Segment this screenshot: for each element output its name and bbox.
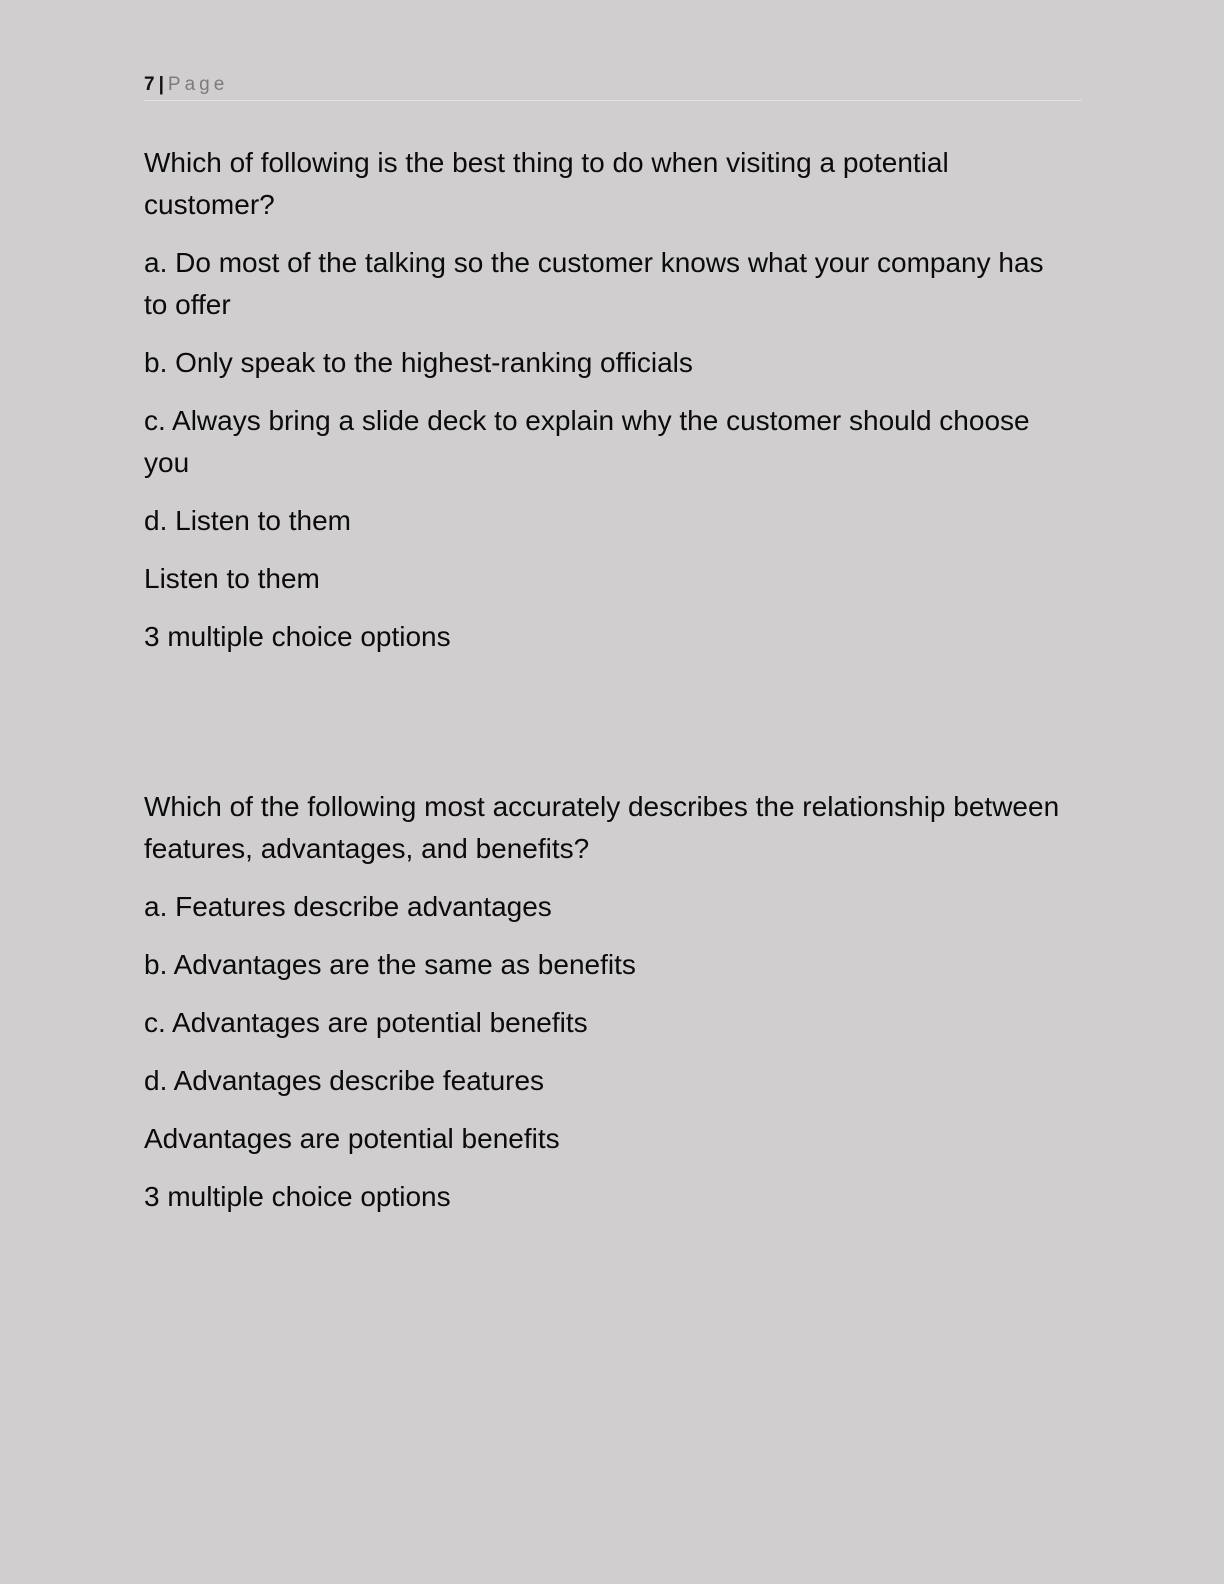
question-block-1 (144, 142, 1074, 674)
option-b: b. Only speak to the highest-ranking officials (144, 347, 693, 378)
answer-text: Listen to them (144, 563, 320, 594)
answer-text: Advantages are potential benefits (144, 1123, 560, 1154)
option-a: a. Do most of the talking so the customer knows what your company has to offer (144, 247, 1044, 320)
option-d: d. Advantages describe features (144, 1065, 545, 1096)
question-note: 3 multiple choice options (144, 621, 451, 652)
header-separator: | (158, 74, 164, 95)
option-d: d. Listen to them (144, 505, 352, 536)
question-text: Which of following is the best thing to do when visiting a potential customer? (144, 147, 949, 220)
page-header (144, 72, 1082, 101)
option-b: b. Advantages are the same as benefits (144, 949, 636, 980)
question-text: Which of the following most accurately describes the relationship between features, advantages, and benefits? (144, 791, 1060, 864)
question-block-2 (144, 786, 1074, 1234)
page-label: Page (167, 74, 229, 95)
option-a: a. Features describe advantages (144, 891, 552, 922)
option-c: c. Advantages are potential benefits (144, 1007, 588, 1038)
option-c: c. Always bring a slide deck to explain why the customer should choose you (144, 405, 1030, 478)
question-note: 3 multiple choice options (144, 1181, 451, 1212)
page-number: 7 (144, 74, 155, 95)
